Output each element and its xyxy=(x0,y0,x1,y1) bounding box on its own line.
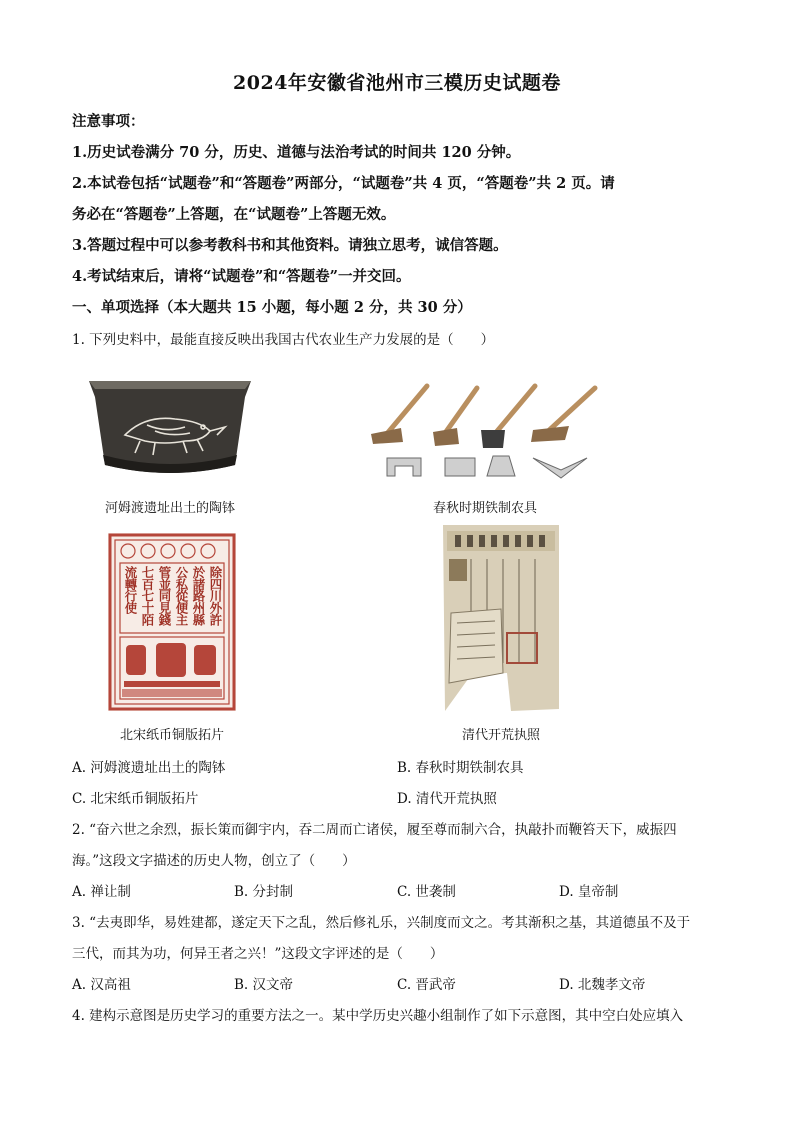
q1-option-b[interactable]: B. 春秋时期铁制农具 xyxy=(397,760,524,776)
question-2-stem-line2: 海。”这段文字描述的历史人物，创立了（ ） xyxy=(72,853,356,869)
notice-item-1: 1.历史试卷满分 70 分，历史、道德与法治考试的时间共 120 分钟。 xyxy=(72,144,521,161)
notice-item-2: 2.本试卷包括“试题卷”和“答题卷”两部分，“试题卷”共 4 页，“答题卷”共 2 页。请 xyxy=(72,175,615,192)
reclamation-license-image xyxy=(441,523,561,713)
q3-option-a[interactable]: A. 汉高祖 xyxy=(72,977,131,993)
banknote-inscription: 除四川外許於諸路州縣公私從便主管並同見錢七百七十陌流轉行使 xyxy=(123,566,223,626)
question-4-stem: 4. 建构示意图是历史学习的重要方法之一。某中学历史兴趣小组制作了如下示意图，其中空白处应填入 xyxy=(72,1008,684,1024)
notice-item-4: 4.考试结束后，请将“试题卷”和“答题卷”一并交回。 xyxy=(72,268,411,285)
q3-option-c[interactable]: C. 晋武帝 xyxy=(397,977,456,993)
caption-iron-tools: 春秋时期铁制农具 xyxy=(432,501,537,516)
notice-heading: 注意事项： xyxy=(72,113,145,130)
notice-item-2-cont: 务必在“答题卷”上答题，在“试题卷”上答题无效。 xyxy=(72,206,396,223)
q2-option-b[interactable]: B. 分封制 xyxy=(234,884,294,900)
pottery-bowl-image xyxy=(85,375,255,483)
q1-option-c[interactable]: C. 北宋纸币铜版拓片 xyxy=(72,791,199,807)
notice-item-3: 3.答题过程中可以参考教科书和其他资料。请独立思考，诚信答题。 xyxy=(72,237,508,254)
caption-pottery-bowl: 河姆渡遗址出土的陶钵 xyxy=(104,501,235,516)
question-3-stem-line2: 三代，而其为功，何异王者之兴！”这段文字评述的是（ ） xyxy=(72,946,444,962)
q2-option-d[interactable]: D. 皇帝制 xyxy=(559,884,619,900)
question-3-stem-line1: 3. “去夷即华，易姓建都，遂定天下之乱，然后修礼乐，兴制度而文之。考其渐积之基，其道德虽不及于 xyxy=(72,915,691,931)
q2-option-a[interactable]: A. 禅让制 xyxy=(72,884,131,900)
q3-option-b[interactable]: B. 汉文帝 xyxy=(234,977,294,993)
q1-option-d[interactable]: D. 清代开荒执照 xyxy=(397,791,497,807)
page-title: 2024年安徽省池州市三模历史试题卷 xyxy=(233,72,561,94)
question-2-stem-line1: 2. “奋六世之余烈，振长策而御宇内，吞二周而亡诸侯，履至尊而制六合，执敲扑而鞭笞天下，威振四 xyxy=(72,822,677,838)
section-heading: 一、单项选择（本大题共 15 小题，每小题 2 分，共 30 分） xyxy=(72,299,472,316)
q3-option-d[interactable]: D. 北魏孝文帝 xyxy=(559,977,646,993)
question-1-stem: 1. 下列史料中，最能直接反映出我国古代农业生产力发展的是（ ） xyxy=(72,332,495,348)
q2-option-c[interactable]: C. 世袭制 xyxy=(397,884,456,900)
caption-reclamation-license: 清代开荒执照 xyxy=(461,728,540,743)
q1-option-a[interactable]: A. 河姆渡遗址出土的陶钵 xyxy=(72,760,226,776)
iron-tools-image xyxy=(365,378,605,483)
caption-banknote-rubbing: 北宋纸币铜版拓片 xyxy=(119,728,224,743)
